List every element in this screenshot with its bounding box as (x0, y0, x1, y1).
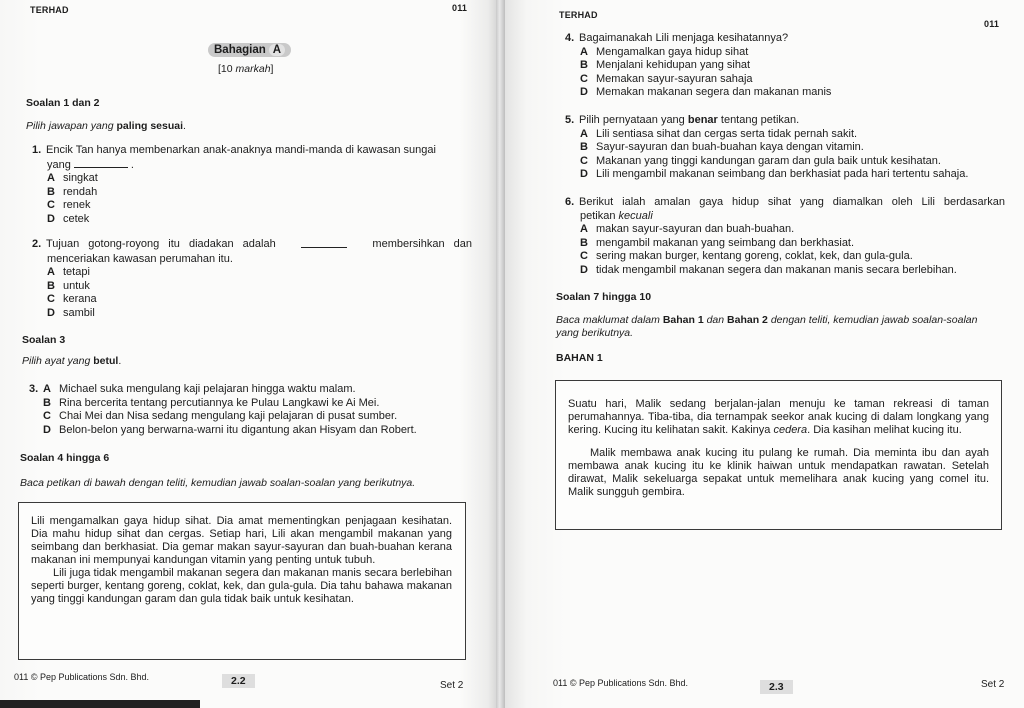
instruction-bold: betul (93, 355, 119, 367)
instruction-bold: paling sesuai (116, 120, 184, 132)
option-b[interactable] (47, 280, 472, 294)
option-letter: C (580, 72, 588, 85)
instruction-bold: Bahan 1 (662, 314, 704, 326)
marks-open: [10 (218, 63, 236, 75)
option-text: rendah (63, 185, 98, 198)
option-letter: A (47, 172, 55, 184)
passage-paragraph-2: Lili juga tidak mengambil makanan segera dan makanan manis secara berlebihan seperti burger, kentang goreng, coklat, kek, dan gula-gula. Dia tahu bahawa makanan yang tinggi kandungan garam dan gula tidak baik untuk kesihatan. (31, 567, 452, 605)
group-instruction (26, 120, 186, 132)
instruction-end: . (118, 355, 122, 367)
option-a[interactable] (47, 266, 472, 280)
footer-copyright: 011 © Pep Publications Sdn. Bhd. (553, 678, 689, 688)
option-b[interactable] (47, 186, 472, 200)
question-text: Berikut ialah amalan gaya hidup sihat yang diamalkan oleh Lili berdasarkan (579, 196, 1005, 208)
question-number: 1. (32, 144, 42, 156)
option-letter: B (580, 236, 588, 249)
header-terhad: TERHAD (30, 5, 69, 15)
options-list (29, 383, 479, 437)
option-letter: C (43, 410, 51, 422)
option-text: Memakan makanan segera dan makanan manis (596, 86, 832, 98)
group-instruction (22, 355, 121, 367)
footer-page-number (760, 677, 793, 695)
option-letter: A (580, 127, 588, 140)
bahan-1-box (555, 380, 1002, 530)
question-1 (32, 144, 472, 226)
question-text-line2: menceriakan kawasan perumahan itu. (47, 252, 233, 265)
marks-close: ] (270, 63, 274, 75)
option-text: singkat (63, 172, 98, 184)
option-d[interactable] (580, 86, 1005, 100)
option-letter: D (580, 263, 588, 276)
option-letter: C (580, 250, 588, 262)
option-text: Chai Mei dan Nisa sedang mengulang kaji pelajaran di pusat sumber. (59, 410, 398, 422)
group-title: Soalan 3 (22, 334, 66, 346)
group-title: Soalan 1 dan 2 (26, 97, 100, 109)
option-text: sambil (63, 306, 95, 319)
footer-set: Set 2 (981, 679, 1005, 690)
instruction-bold: Bahan 2 (727, 314, 768, 326)
question-text-bold: benar (687, 114, 718, 126)
option-letter: D (47, 212, 55, 225)
footer-page-number (222, 671, 255, 689)
option-text: tetapi (63, 266, 90, 278)
option-text: Memakan sayur-sayuran sahaja (596, 72, 753, 85)
bahan-paragraph-1 (568, 398, 989, 437)
option-letter: B (580, 141, 588, 153)
question-4 (565, 32, 1005, 100)
option-text: mengambil makanan yang seimbang dan berkhasiat. (596, 236, 855, 249)
option-text: makan sayur-sayuran dan buah-buahan. (596, 223, 795, 235)
left-page (0, 0, 496, 708)
question-number: 2. (32, 238, 42, 250)
group-instruction: Baca petikan di bawah dengan teliti, kemudian jawab soalan-soalan yang berikutnya. (20, 477, 416, 489)
option-letter: B (580, 59, 588, 71)
question-number: 3. (29, 383, 39, 395)
option-text: sering makan burger, kentang goreng, coklat, kek, dan gula-gula. (596, 250, 913, 262)
option-text: kerana (63, 293, 97, 305)
option-text: untuk (63, 279, 90, 292)
options-list (32, 172, 472, 226)
option-a[interactable] (580, 128, 1015, 142)
option-text: Rina bercerita tentang percutiannya ke Pulau Langkawi ke Ai Mei. (59, 396, 380, 409)
book-gutter (496, 0, 505, 708)
header-terhad: TERHAD (559, 10, 598, 20)
footer-set: Set 2 (440, 680, 464, 691)
right-page (505, 0, 1024, 708)
instruction-text: dan (706, 314, 725, 326)
section-marks (218, 63, 273, 75)
option-b[interactable] (580, 237, 1005, 251)
group-instruction (556, 314, 1001, 340)
question-text-after: tentang petikan. (720, 114, 800, 126)
option-c[interactable] (580, 250, 1005, 264)
bahan-text-italic: cedera (773, 424, 808, 436)
instruction-end: . (183, 120, 186, 132)
passage-paragraph-1: Lili mengamalkan gaya hidup sihat. Dia amat mementingkan penjagaan kesihatan. Dia mahu hidup sihat dan cergas. Setiap hari, Lili akan mengambil makanan yang seimbang dan berkhasiat. Dia gemar makan sayur-sayuran dan buah-buahan kerana makanan ini mempunyai kandungan vitamin yang penting untuk tubuh. (31, 515, 452, 566)
question-text-end: . (130, 158, 134, 171)
header-code: 011 (452, 3, 468, 13)
instruction-text: Pilih jawapan yang (26, 120, 114, 132)
option-a[interactable] (47, 172, 472, 186)
option-letter: C (580, 154, 588, 167)
question-text: Encik Tan hanya membenarkan anak-anaknya mandi-manda di kawasan sungai (46, 144, 436, 156)
option-text: Belon-belon yang berwarna-warni itu digantung akan Hisyam dan Robert. (59, 423, 417, 436)
option-letter: A (580, 45, 588, 58)
page-number: 2.2 (222, 674, 255, 688)
page-number: 2.3 (760, 680, 793, 694)
option-letter: A (43, 383, 51, 395)
option-text: tidak mengambil makanan segera dan makanan manis secara berlebihan. (596, 263, 957, 276)
question-3 (29, 383, 479, 437)
option-b[interactable] (29, 397, 479, 411)
answer-blank (74, 158, 128, 168)
instruction-text: Baca maklumat dalam (556, 314, 660, 326)
question-5 (565, 114, 1015, 182)
options-list (32, 266, 472, 320)
instruction-text: Pilih ayat yang (22, 355, 91, 367)
options-list (565, 46, 1005, 100)
option-letter: D (580, 86, 588, 98)
option-letter: B (43, 396, 51, 409)
option-text: Makanan yang tinggi kandungan garam dan gula baik untuk kesihatan. (596, 154, 941, 167)
header-code: 011 (984, 19, 1000, 29)
option-c[interactable] (580, 73, 1005, 87)
option-letter: A (47, 266, 55, 278)
option-b[interactable] (580, 59, 1005, 73)
option-text: cetek (63, 212, 90, 225)
option-a[interactable] (580, 223, 1005, 237)
option-text: Sayur-sayuran dan buah-buahan kaya dengan vitamin. (596, 141, 864, 153)
option-d[interactable] (580, 264, 1005, 278)
section-letter: A (269, 44, 285, 56)
option-letter: C (47, 293, 55, 305)
option-d[interactable] (29, 424, 479, 438)
question-text-italic: kecuali (618, 209, 653, 222)
option-c[interactable] (47, 199, 472, 213)
option-text: Michael suka mengulang kaji pelajaran hingga waktu malam. (59, 383, 356, 395)
options-list (565, 128, 1015, 182)
option-c[interactable] (47, 293, 472, 307)
option-d[interactable] (47, 307, 472, 321)
passage-box (18, 502, 466, 660)
question-text-line2: yang (47, 158, 71, 171)
option-letter: B (47, 279, 55, 292)
bahan-text: . Dia kasihan melihat kucing itu. (807, 424, 962, 436)
option-letter: D (580, 168, 588, 180)
section-badge (208, 40, 291, 58)
answer-blank (301, 238, 347, 248)
group-title: Soalan 7 hingga 10 (556, 291, 652, 303)
option-letter: B (47, 185, 55, 198)
question-text-line2: petikan (580, 209, 616, 222)
footer-copyright: 011 © Pep Publications Sdn. Bhd. (14, 672, 150, 682)
question-number: 6. (565, 196, 575, 208)
scan-edge-shadow (0, 700, 200, 708)
question-6 (565, 196, 1005, 277)
option-d[interactable] (47, 213, 472, 227)
question-text-after: membersihkan dan (372, 238, 472, 250)
options-list (565, 223, 1005, 277)
option-letter: D (47, 306, 55, 319)
question-text: Bagaimanakah Lili menjaga kesihatannya? (579, 32, 789, 44)
bahan-title: BAHAN 1 (556, 352, 603, 364)
bahan-text: Suatu hari, Malik sedang berjalan-jalan menuju ke taman rekreasi di taman perumahannya. Tiba-tiba, dia ternampak seekor anak kucing di dalam longkang yang kering. Kucing itu kelihatan sakit. Kakinya (568, 398, 989, 436)
marks-word: markah (235, 63, 271, 75)
question-number: 4. (565, 32, 575, 44)
option-c[interactable] (580, 155, 1015, 169)
option-b[interactable] (580, 141, 1015, 155)
question-text: Tujuan gotong-royong itu diadakan adalah (46, 238, 276, 250)
option-text: Mengamalkan gaya hidup sihat (596, 45, 749, 58)
option-text: Lili mengambil makanan seimbang dan berkhasiat pada hari tertentu sahaja. (596, 168, 969, 180)
question-2 (32, 238, 472, 320)
option-c[interactable] (29, 410, 479, 424)
question-number: 5. (565, 114, 575, 126)
option-d[interactable] (580, 168, 1015, 182)
option-a[interactable] (580, 46, 1005, 60)
option-text: renek (63, 199, 91, 211)
bahan-paragraph-2: Malik membawa anak kucing itu pulang ke rumah. Dia meminta ibu dan ayah membawa anak kucing itu ke klinik haiwan untuk mendapatkan rawatan. Setelah dirawat, Malik sekeluarga sepakat untuk memelihara anak kucing yang comel itu. Malik sungguh gembira. (568, 447, 989, 498)
option-letter: C (47, 199, 55, 211)
option-letter: A (580, 223, 588, 235)
option-a[interactable] (29, 383, 479, 397)
group-title: Soalan 4 hingga 6 (20, 452, 110, 464)
option-text: Menjalani kehidupan yang sihat (596, 59, 751, 71)
option-text: Lili sentiasa sihat dan cergas serta tidak pernah sakit. (596, 127, 858, 140)
section-title: Bahagian (214, 44, 266, 56)
option-letter: D (43, 423, 51, 436)
question-text: Pilih pernyataan yang (579, 114, 685, 126)
instruction-text: dengan teliti, kemudian jawab soalan-soalan yang berikutnya. (556, 314, 978, 339)
